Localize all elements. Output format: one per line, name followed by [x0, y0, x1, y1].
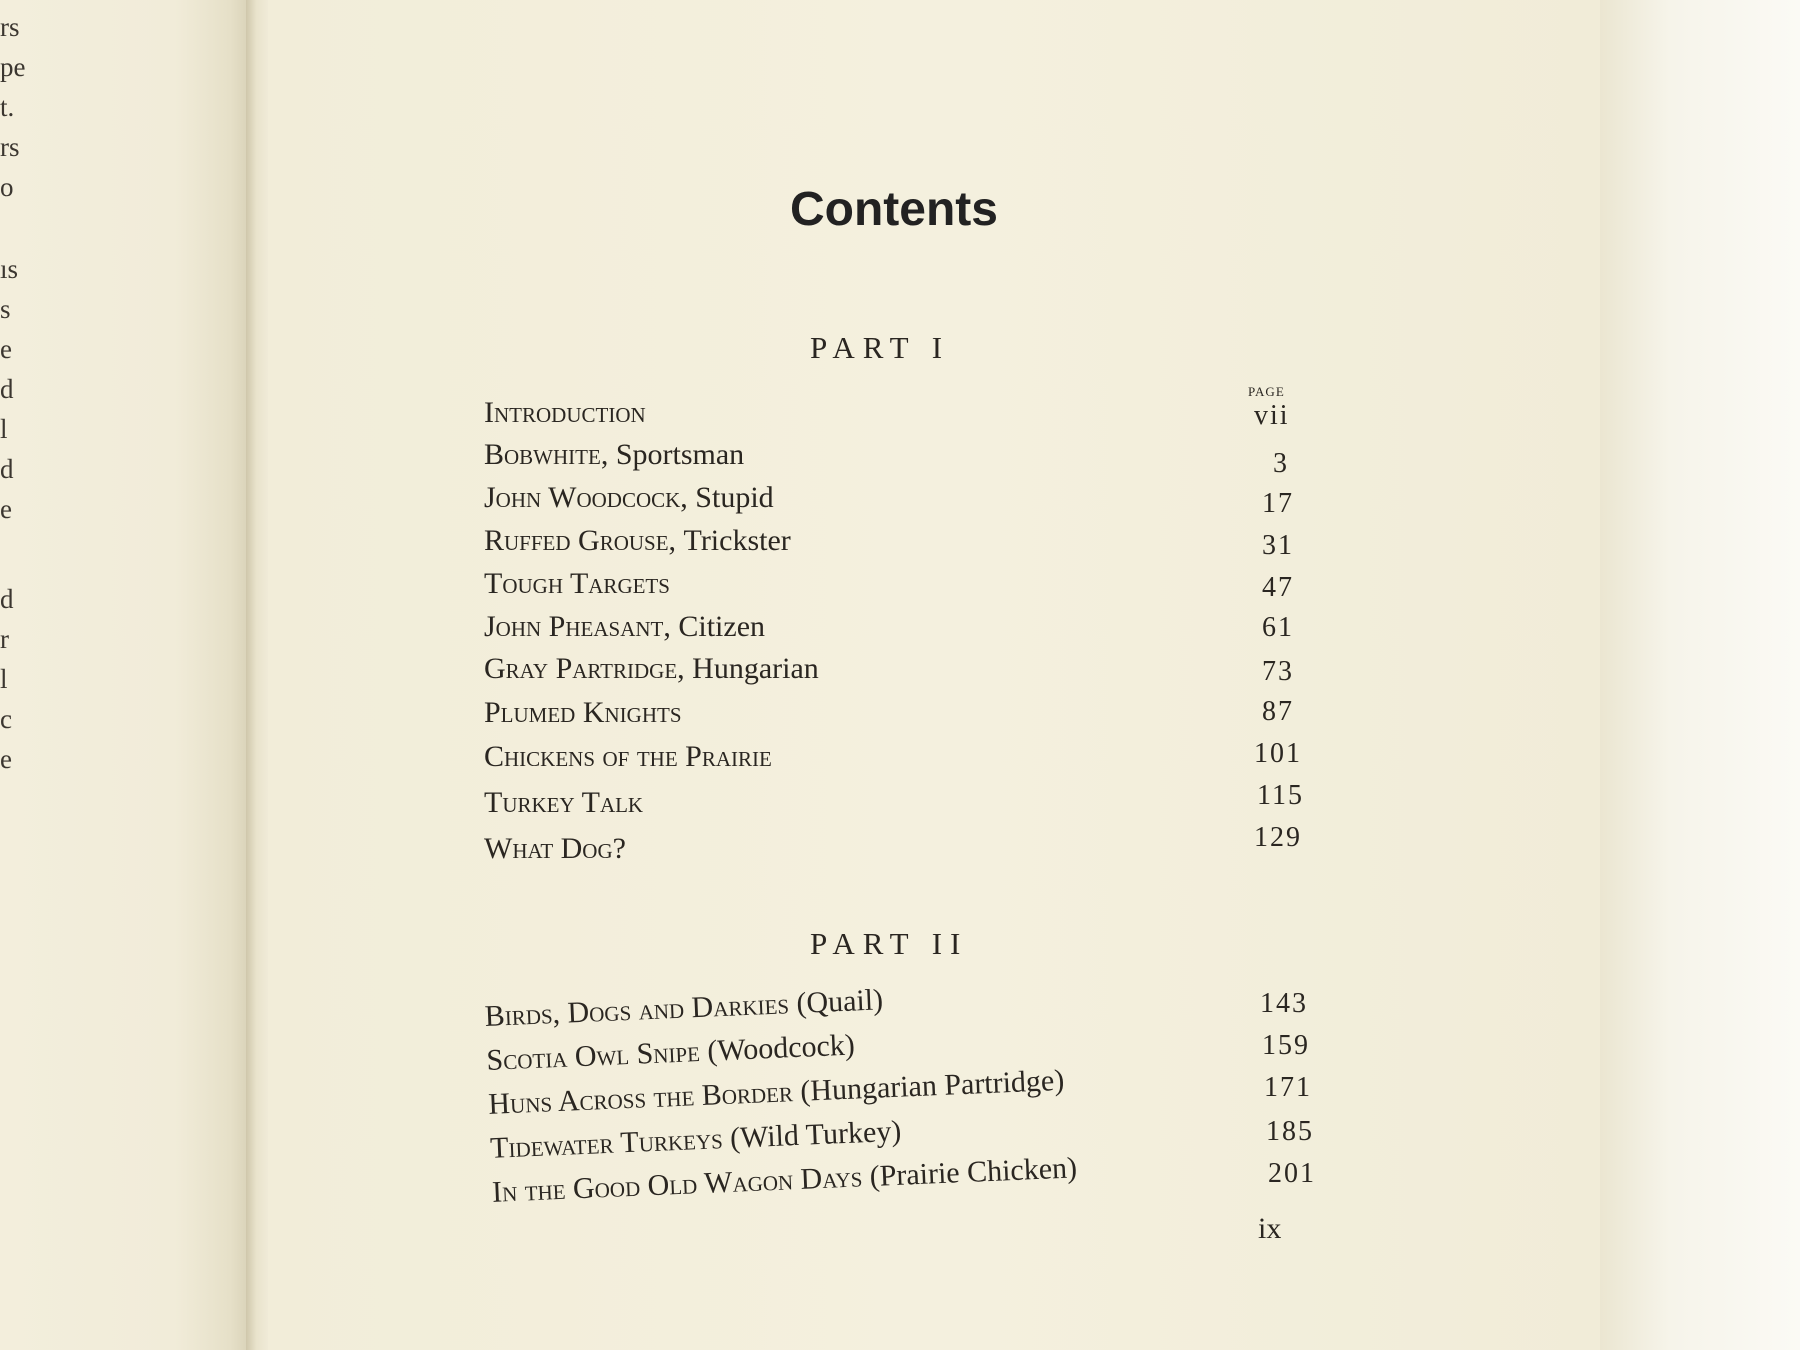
- facing-page-text: s: [0, 294, 11, 324]
- toc-entry-page: 101: [1254, 738, 1302, 769]
- toc-entry-title: Turkey Talk: [484, 786, 644, 819]
- facing-page-text: o: [0, 172, 14, 202]
- facing-page-text: t.: [0, 92, 15, 122]
- facing-page-text: rs: [0, 12, 20, 42]
- toc-entry-page: 185: [1266, 1116, 1314, 1147]
- toc-entry: [484, 481, 774, 515]
- toc-entry: [484, 567, 670, 601]
- toc-entry-subtitle: Stupid: [695, 481, 774, 514]
- toc-entry-page: 159: [1262, 1030, 1310, 1061]
- toc-entry-title: Chickens of the Prairie: [484, 740, 772, 773]
- toc-entry-title: John Woodcock,: [484, 481, 688, 514]
- part-2-heading: PART II: [810, 926, 969, 961]
- toc-entry-title: Scotia Owl Snipe: [485, 1035, 701, 1077]
- toc-entry-title: Tidewater Turkeys: [489, 1122, 724, 1165]
- facing-page: [0, 0, 250, 1350]
- toc-entry-page: 31: [1262, 530, 1294, 561]
- toc-entry: [484, 652, 819, 686]
- toc-entry: [484, 396, 646, 430]
- toc-entry-page: 73: [1262, 656, 1294, 687]
- facing-page-text: d: [0, 584, 14, 614]
- facing-page-text: d: [0, 454, 14, 484]
- toc-entry-title: Introduction: [484, 396, 646, 429]
- toc-entry-title: What Dog?: [484, 832, 626, 865]
- facing-page-text: pe: [0, 52, 26, 82]
- toc-entry-subtitle: (Quail): [795, 983, 884, 1020]
- toc-entry-subtitle: (Woodcock): [706, 1028, 856, 1068]
- toc-entry-page: 201: [1268, 1158, 1316, 1189]
- toc-entry-title: Birds, Dogs and Darkies: [484, 987, 790, 1033]
- toc-entry-page: 171: [1264, 1072, 1312, 1103]
- page-edge: [1600, 0, 1800, 1350]
- toc-entry-subtitle: Hungarian: [692, 652, 819, 685]
- page-title: Contents: [790, 183, 998, 236]
- page-column-label: PAGE: [1248, 384, 1285, 399]
- toc-entry-title: In the Good Old Wagon Days: [491, 1160, 863, 1209]
- facing-page-text: c: [0, 704, 12, 734]
- facing-page-text: ıs: [0, 254, 19, 284]
- toc-entry-subtitle: (Wild Turkey): [729, 1114, 902, 1155]
- toc-entry-page: 17: [1262, 488, 1294, 519]
- toc-entry-subtitle: Sportsman: [615, 438, 745, 471]
- toc-entry-subtitle: (Hungarian Partridge): [799, 1063, 1065, 1108]
- toc-entry-page: vii: [1254, 400, 1290, 431]
- facing-page-text: r: [0, 624, 9, 654]
- toc-entry: [484, 786, 643, 820]
- toc-entry-title: Ruffed Grouse,: [484, 524, 677, 557]
- part-1-heading: PART I: [810, 330, 951, 365]
- facing-page-text: l: [0, 414, 8, 444]
- toc-entry: [484, 610, 765, 644]
- toc-entry-title: Tough Targets: [484, 567, 670, 600]
- toc-entry-title: Gray Partridge,: [484, 652, 685, 685]
- facing-page-text: d: [0, 374, 14, 404]
- facing-page-text: rs: [0, 132, 20, 162]
- toc-entry-subtitle: Trickster: [683, 524, 791, 557]
- toc-entry-page: 3: [1273, 448, 1289, 479]
- page-number: ix: [1258, 1212, 1282, 1245]
- facing-page-text: l: [0, 664, 8, 694]
- toc-entry-title: John Pheasant,: [484, 610, 671, 643]
- toc-entry-page: 61: [1262, 612, 1294, 643]
- facing-page-text: e: [0, 744, 12, 774]
- facing-page-text: e: [0, 494, 12, 524]
- facing-page-text: e: [0, 334, 12, 364]
- toc-entry-page: 47: [1262, 572, 1294, 603]
- toc-entry-page: 87: [1262, 696, 1294, 727]
- toc-entry-title: Bobwhite,: [484, 438, 609, 471]
- toc-entry: [484, 832, 626, 866]
- toc-entry-subtitle: Citizen: [678, 610, 766, 643]
- toc-entry: [484, 524, 791, 558]
- toc-entry-page: 115: [1257, 780, 1304, 811]
- toc-entry-page: 129: [1254, 822, 1302, 853]
- toc-entry-page: 143: [1260, 988, 1308, 1019]
- toc-entry-title: Huns Across the Border: [487, 1075, 794, 1121]
- toc-entry-title: Plumed Knights: [484, 696, 682, 729]
- toc-entry-subtitle: (Prairie Chicken): [869, 1151, 1078, 1193]
- toc-entry: [484, 438, 744, 472]
- toc-entry: [484, 740, 772, 774]
- toc-entry: [484, 696, 682, 730]
